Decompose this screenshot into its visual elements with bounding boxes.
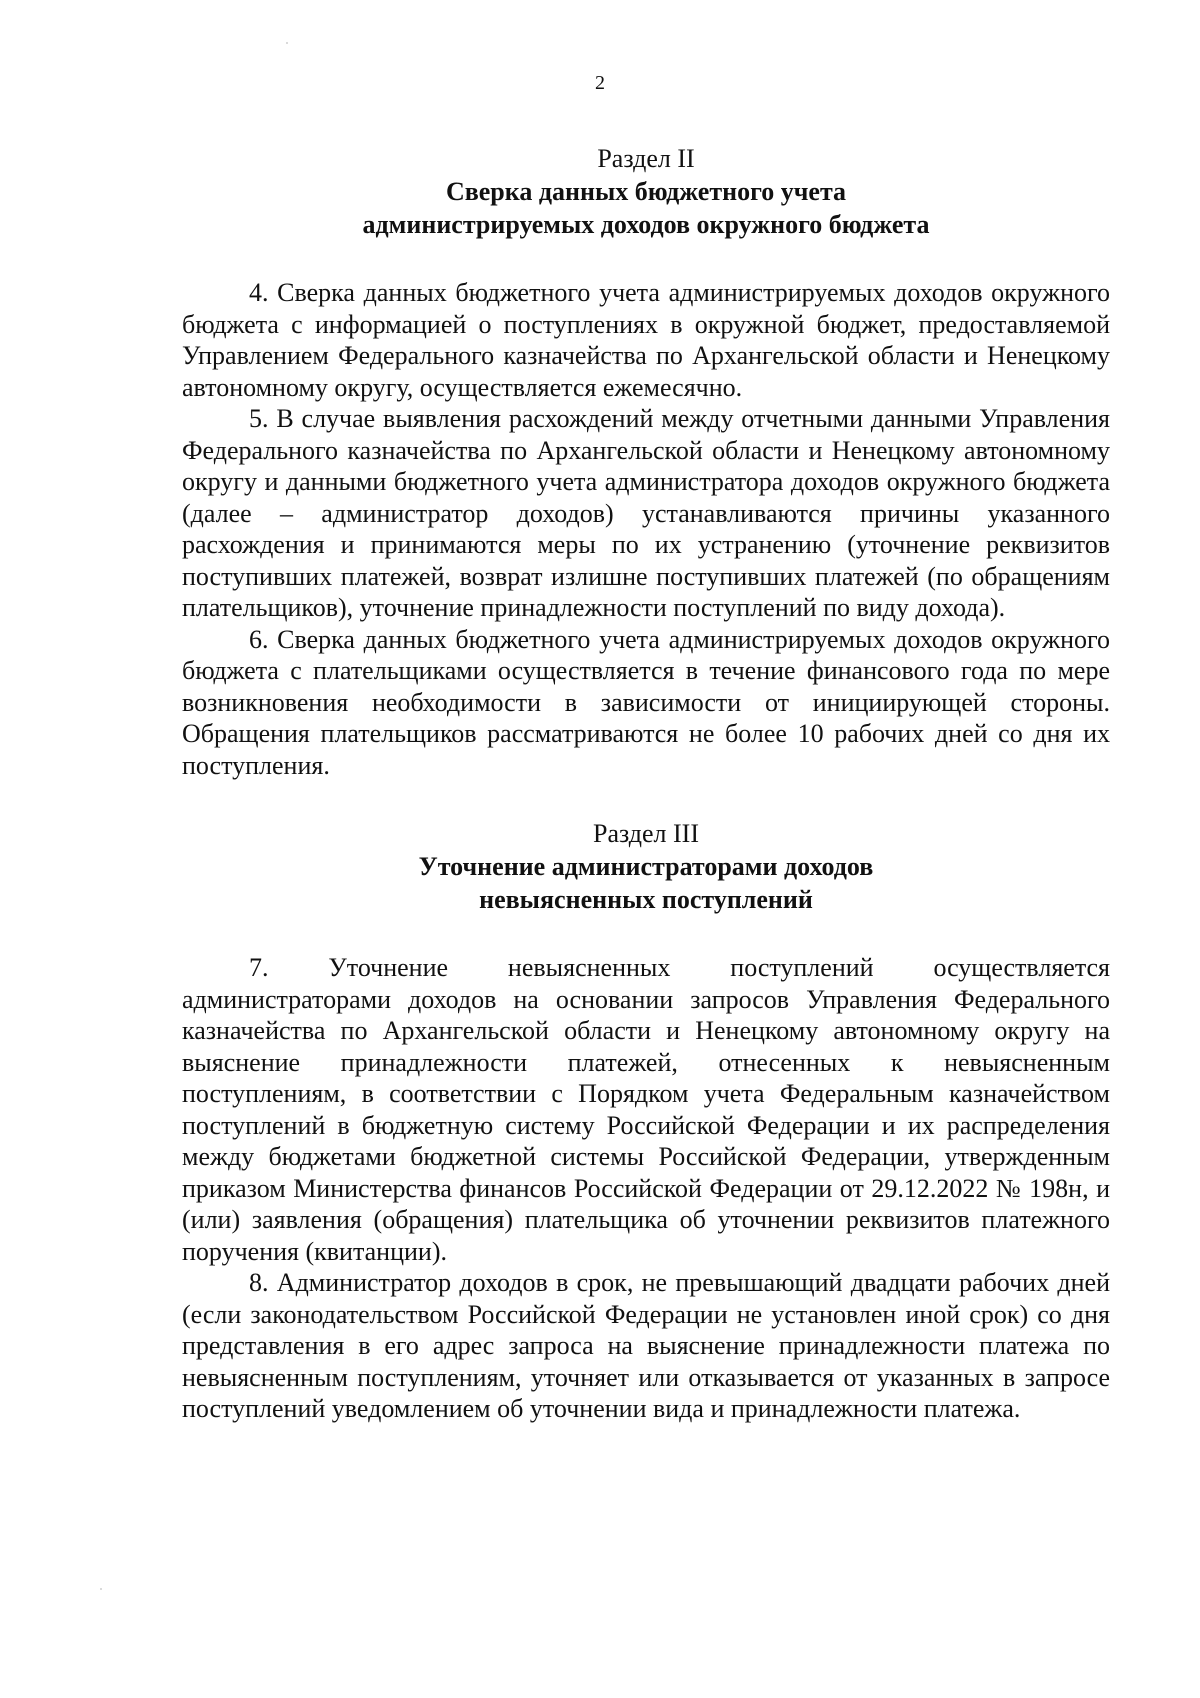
document-body bbox=[182, 142, 1110, 1425]
paragraph-6: 6. Сверка данных бюджетного учета администрируемых доходов окружного бюджета с плательщиками осуществляется в течение финансового года по мере возникновения необходимости в зависимости от инициирующей стороны. Обращения плательщиков рассматриваются не более 10 рабочих дней со дня их поступления. bbox=[182, 624, 1110, 780]
paragraph-7: 7. Уточнение невыясненных поступлений осуществляется администраторами доходов на основании запросов Управления Федерального казначейства по Архангельской области и Ненецкому автономному округу на выяснение принадлежности платежей, отнесенных к невыясненным поступлениям, в соответствии с Порядком учета Федеральным казначейством поступлений в бюджетную систему Российской Федерации и их распределения между бюджетами бюджетной системы Российской Федерации, утвержденным приказом Министерства финансов Российской Федерации от 29.12.2022 № 198н, и (или) заявления (обращения) плательщика об уточнении реквизитов платежного поручения (квитанции). bbox=[182, 953, 1110, 1266]
section-2-title-line-1: Сверка данных бюджетного учета bbox=[445, 177, 847, 206]
section-3-heading bbox=[182, 817, 1110, 916]
paragraph-4: 4. Сверка данных бюджетного учета администрируемых доходов окружного бюджета с информацией о поступлениях в окружной бюджет, предоставляемой Управлением Федерального казначейства по Архангельской области и Ненецкому автономному округу, осуществляется ежемесячно. bbox=[182, 278, 1110, 402]
section-3-label: Раздел III bbox=[592, 819, 700, 848]
paragraph-5: 5. В случае выявления расхождений между отчетными данными Управления Федерального казначейства по Архангельской области и Ненецкому автономному округу и данными бюджетного учета администратора доходов окружного бюджета (далее – администратор доходов) устанавливаются причины указанного расхождения и принимаются меры по их устранению (уточнение реквизитов поступивших платежей, возврат излишне поступивших платежей (по обращениям плательщиков), уточнение принадлежности поступлений по виду дохода). bbox=[182, 404, 1110, 622]
section-2-label: Раздел II bbox=[597, 144, 695, 173]
section-2-title-line-2: администрируемых доходов окружного бюджета bbox=[362, 210, 930, 239]
page-number: 2 bbox=[595, 72, 605, 94]
section-3-title-line-2: невыясненных поступлений bbox=[479, 885, 813, 914]
section-3-title-line-1: Уточнение администраторами доходов bbox=[418, 852, 874, 881]
section-2-heading bbox=[182, 142, 1110, 241]
paragraph-8: 8. Администратор доходов в срок, не превышающий двадцати рабочих дней (если законодательством Российской Федерации не установлен иной срок) со дня представления в его адрес запроса на выяснение принадлежности платежа по невыясненным поступлениям, уточняет или отказывается от указанных в запросе поступлений уведомлением об уточнении вида и принадлежности платежа. bbox=[182, 1268, 1110, 1423]
scan-speck bbox=[100, 1588, 102, 1590]
scan-speck bbox=[286, 42, 288, 44]
